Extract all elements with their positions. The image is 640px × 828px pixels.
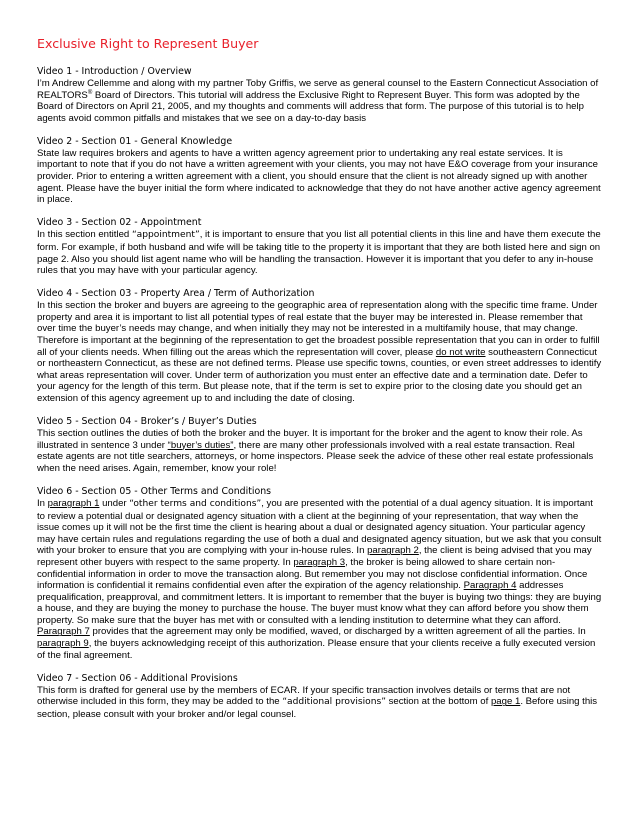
section-heading: Video 1 - Introduction / Overview [37,66,192,77]
section-appointment [37,217,603,276]
section-additional-provisions [37,673,603,721]
underlined-term: “buyer’s duties” [167,439,234,451]
paragraph-reference: paragraph 2 [367,545,419,557]
paragraph-reference: paragraph 3 [293,556,346,568]
section-heading: Video 3 - Section 02 - Appointment [37,217,202,229]
section-body: This section outlines the duties of both the broker and the buyer. It is important for the broker and the agent to know their role. As illustrated in sentence 3 under “buyer’s duties”, there are many other professionals involved with a real estate transaction. Real estate agents are not title searchers, attorneys, or home inspectors. Please seek the advice of these other real estate professionals when the need arises. Again, remember, know your role! [37,428,594,474]
section-introduction [37,66,603,124]
section-body: I’m Andrew Cellemme and along with my partner Toby Griffis, we serve as general counsel to the Eastern Connecticut Association of REALTORS® Board of Directors. This tutorial will address the Exclusive Right to Represent Buyer. This form was adopted by the Board of Directors on April 21, 2005, and my thoughts and comments will address that form. The purpose of this tutorial is to help agents avoid common pitfalls and mistakes that we see on a day-to-day basis [37,78,599,124]
paragraph-reference: Paragraph 4 [463,580,517,592]
section-heading: Video 7 - Section 06 - Additional Provisions [37,672,238,684]
section-body: In this section entitled “appointment”, it is important to ensure that you list all potential clients in this line and have them execute the form. For example, if both husband and wife will be taking title to the property it is important that they are both listed here and sign on page 2. Also you should list agent name who will be handling the transaction. However it is important that you defer to any in-house rules that you may have with your particular agency. [37,229,601,277]
section-body: This form is drafted for general use by the members of ECAR. If your specific transaction involves details or terms that are not otherwise included in this form, they may be added to the “additional provisions” section at the bottom of page 1. Before using this section, please consult with your broker and/or legal counsel. [37,684,598,720]
document-title: Exclusive Right to Represent Buyer [37,36,259,51]
paragraph-reference: Paragraph 7 [37,626,90,638]
registered-mark: ® [87,89,93,96]
quoted-term: “additional provisions” [282,697,386,708]
section-heading: Video 5 - Section 04 - Broker’s / Buyer’s Duties [37,416,257,428]
emphasis-underline: do not write [435,346,486,358]
paragraph-reference: paragraph 9 [37,638,89,650]
page-reference: page 1 [490,696,521,708]
section-heading: Video 4 - Section 03 - Property Area / Term of Authorization [37,288,315,300]
section-other-terms [37,486,603,661]
section-body: State law requires brokers and agents to have a written agency agreement prior to undertaking any real estate services. It is important to note that if you do not have a written agreement with your clients, you may not have E&O coverage from your insurance provider. Prior to entering a written agreement with a client, you should ensure that the client is not already signed up with another agent. Please have the buyer initial the form where indicated to acknowledge that they do not have another active agency agreement in place. [37,147,601,206]
document-page [37,36,603,732]
section-heading: Video 2 - Section 01 - General Knowledge [37,135,233,147]
quoted-term: “appointment” [131,230,200,241]
quoted-term: “other terms and conditions” [129,498,262,509]
section-duties [37,416,603,474]
section-body: In paragraph 1 under “other terms and conditions”, you are presented with the potential of a dual agency situation. It is important to review a potential dual or designated agency situation with a client at the beginning of your representation, that way when the issue comes up it will not be the first time the client is hearing about a dual or designated agency situation. Your particular agency may have certain rules and regulations regarding the use of both a dual and designated agency situation, but we ask that you consult with your broker to ensure that you are complying with your in-house rules. In paragraph 2, the client is being advised that you may represent other buyers with respect to the same property. In paragraph 3, the broker is being allowed to share certain non-confidential information in order to move the transaction along. But remember you may not disclose confidential information. Once information is confidential it remains confidential even after the expiration of the agency relationship. Paragraph 4 addresses prequalification, preapproval, and commitment letters. It is important to remember that the buyer is buying two things: they are buying a house, and they are buying the money to purchase the house. The buyer must know what they can afford before you show them property. So make sure that the buyer has met with or consulted with a lending institution to determine what they can afford. Paragraph 7 provides that the agreement may only be modified, waved, or discharged by a written agreement of all the parties. In paragraph 9, the buyers acknowledging receipt of this authorization. Please ensure that your clients receive a fully executed version of the final agreement. [37,497,602,661]
section-heading: Video 6 - Section 05 - Other Terms and Conditions [37,485,272,497]
paragraph-reference: paragraph 1 [47,497,100,509]
section-body: In this section the broker and buyers are agreeing to the geographic area of representation along with the specific time frame. Under property and area it is important to list all potential types of real estate that the buyer may be interested in. Please remember that over time the buyer’s needs may change, and when initially they may not be interested in a multifamily house, that may change. Therefore is important at the beginning of the representation to get the broadest possible representation that you can in order to fulfill all of your clients needs. When filling out the areas which the representation will cover, please do not write southeastern Connecticut or northeastern Connecticut, as these are not defined terms. Please use specific towns, counties, or even street addresses to identify what areas representation will cover. Under term of authorization you must enter an effective date and a termination date. Defer to your agency for the length of this term. But please note, that if the term is set to expire prior to the closing date you should get an extension of this agency agreement up to and including the date of closing. [37,300,602,404]
section-property-area [37,288,603,404]
section-general-knowledge [37,136,603,206]
